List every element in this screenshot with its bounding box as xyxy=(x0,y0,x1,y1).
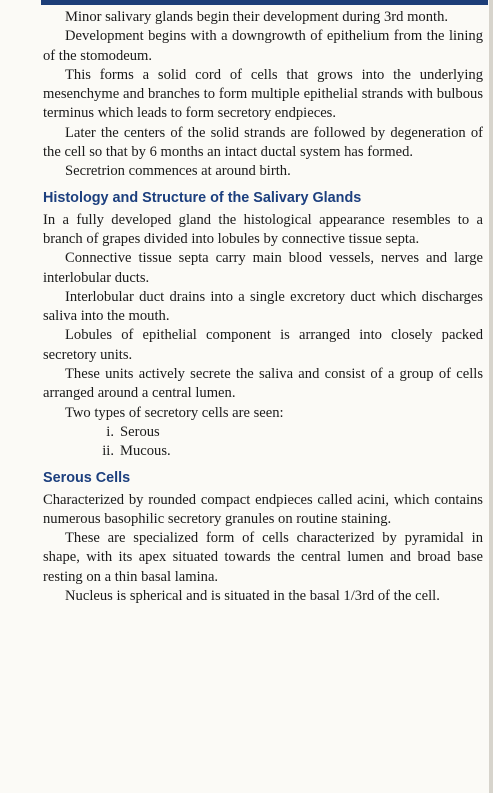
histology-paragraph-3: Interlobular duct drains into a single excretory duct which discharges saliva into the mouth. xyxy=(43,288,483,325)
histology-paragraph-6: Two types of secretory cells are seen: xyxy=(65,404,284,421)
list-item xyxy=(88,442,483,461)
list-item-number: i. xyxy=(106,423,114,440)
serous-paragraph-1: Characterized by rounded compact endpieces called acini, which contains numerous basophilic secretory granules on routine staining. xyxy=(43,491,483,527)
header-rule xyxy=(41,0,488,5)
list-item xyxy=(88,423,483,442)
histology-paragraph-4: Lobules of epithelial component is arranged into closely packed secretory units. xyxy=(43,327,483,363)
serous-paragraph-3: Nucleus is spherical and is situated in the basal 1/3rd of the cell. xyxy=(65,588,440,605)
section-heading-serous: Serous Cells xyxy=(43,469,131,486)
histology-paragraph-1: In a fully developed gland the histological appearance resembles to a branch of grapes divided into lobules by connective tissue septa. xyxy=(43,211,483,247)
serous-paragraph-2: These are specialized form of cells characterized by pyramidal in shape, with its apex situated towards the central lumen and broad base resting on a thin basal lamina. xyxy=(43,530,483,585)
list-item-label: Serous xyxy=(120,423,160,440)
page-edge-shadow xyxy=(489,0,493,793)
intro-paragraph-5: Secretrion commences at around birth. xyxy=(65,163,291,180)
intro-paragraph-2: Development begins with a downgrowth of epithelium from the lining of the stomodeum. xyxy=(43,28,483,64)
list-item-number: ii. xyxy=(102,443,114,460)
histology-paragraph-5: These units actively secrete the saliva and consist of a group of cells arranged around a central lumen. xyxy=(43,366,483,402)
histology-paragraph-2: Connective tissue septa carry main blood vessels, nerves and large interlobular ducts. xyxy=(43,250,483,286)
section-heading-histology: Histology and Structure of the Salivary Glands xyxy=(43,189,362,206)
secretory-cell-types-list xyxy=(43,423,483,462)
list-item-label: Mucous. xyxy=(120,443,171,460)
intro-paragraph-1: Minor salivary glands begin their development during 3rd month. xyxy=(65,9,449,25)
page-body xyxy=(43,8,483,606)
intro-paragraph-4: Later the centers of the solid strands are followed by degeneration of the cell so that by 6 months an intact ductal system has formed. xyxy=(43,124,483,161)
intro-paragraph-3: This forms a solid cord of cells that grows into the underlying mesenchyme and branches to form multiple epithelial strands with bulbous terminus which leads to form secretory endpieces. xyxy=(43,66,483,122)
